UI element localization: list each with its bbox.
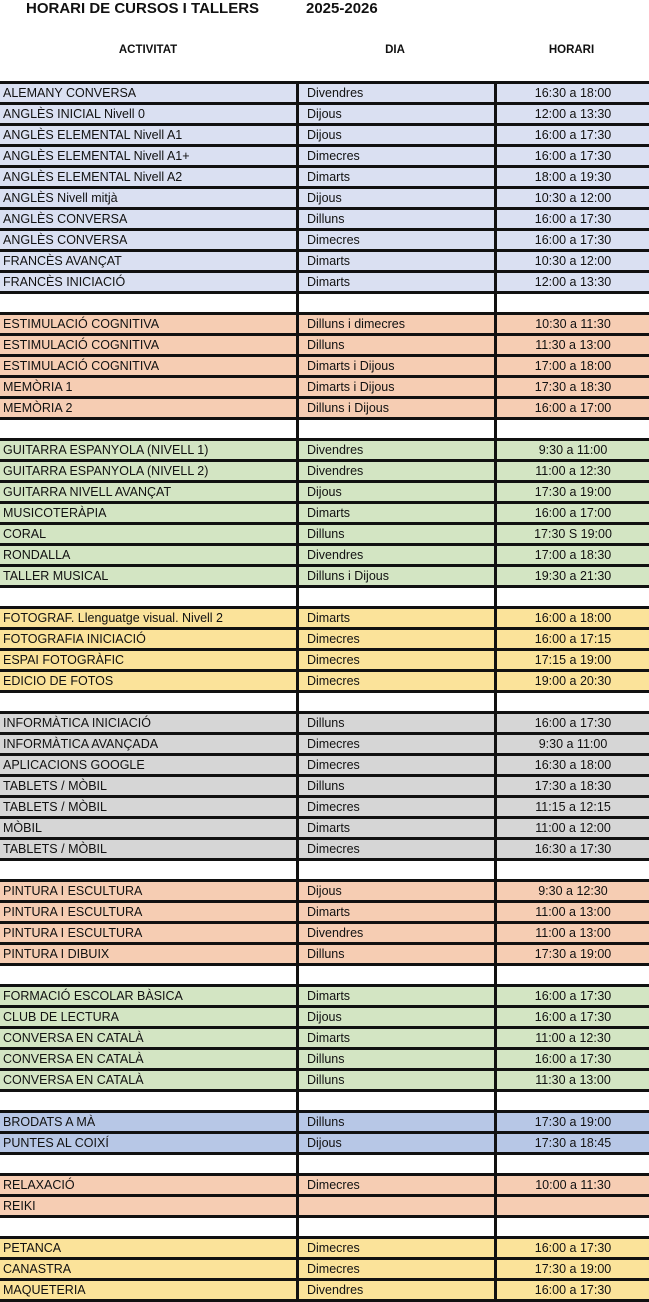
column-headers xyxy=(0,44,649,62)
empty-cell xyxy=(494,1155,649,1173)
day-cell: Divendres xyxy=(296,84,494,102)
table-row xyxy=(0,546,649,567)
activity-cell: PINTURA I ESCULTURA xyxy=(3,905,143,919)
table-row xyxy=(0,567,649,588)
empty-cell xyxy=(296,693,494,711)
time-cell: 11:15 a 12:15 xyxy=(494,798,649,816)
activity-cell: TABLETS / MÒBIL xyxy=(3,842,107,856)
spacer-row xyxy=(0,588,649,609)
table-row xyxy=(0,189,649,210)
time-cell: 19:00 a 20:30 xyxy=(494,672,649,690)
time-cell: 12:00 a 13:30 xyxy=(494,273,649,291)
activity-cell: FOTOGRAFIA INICIACIÓ xyxy=(3,632,146,646)
empty-cell xyxy=(296,1218,494,1236)
day-cell: Dimarts xyxy=(296,903,494,921)
activity-cell: ESPAI FOTOGRÀFIC xyxy=(3,653,125,667)
time-cell: 16:00 a 17:30 xyxy=(494,231,649,249)
activity-cell: PUNTES AL COIXÍ xyxy=(3,1136,109,1150)
empty-cell xyxy=(0,1092,296,1110)
day-cell: Dimecres xyxy=(296,630,494,648)
day-cell: Dimarts xyxy=(296,609,494,627)
activity-cell: INFORMÀTICA INICIACIÓ xyxy=(3,716,151,730)
activity-cell: ANGLÈS ELEMENTAL Nivell A2 xyxy=(3,170,183,184)
table-row xyxy=(0,1134,649,1155)
time-cell: 17:30 a 18:45 xyxy=(494,1134,649,1152)
day-cell xyxy=(296,1197,494,1215)
day-cell: Dilluns i dimecres xyxy=(296,315,494,333)
table-row xyxy=(0,798,649,819)
empty-cell xyxy=(494,693,649,711)
time-cell: 17:30 a 19:00 xyxy=(494,1260,649,1278)
time-cell: 17:30 S 19:00 xyxy=(494,525,649,543)
time-cell: 10:00 a 11:30 xyxy=(494,1176,649,1194)
time-cell: 18:00 a 19:30 xyxy=(494,168,649,186)
day-cell: Dilluns i Dijous xyxy=(296,567,494,585)
spacer-row xyxy=(0,693,649,714)
time-cell: 16:00 a 17:30 xyxy=(494,714,649,732)
table-row xyxy=(0,651,649,672)
table-row xyxy=(0,1281,649,1302)
time-cell: 16:00 a 17:15 xyxy=(494,630,649,648)
time-cell: 16:00 a 17:00 xyxy=(494,504,649,522)
time-cell: 11:00 a 13:00 xyxy=(494,924,649,942)
day-cell: Dijous xyxy=(296,189,494,207)
time-cell: 9:30 a 12:30 xyxy=(494,882,649,900)
time-cell: 16:00 a 17:30 xyxy=(494,1281,649,1299)
day-cell: Dilluns xyxy=(296,1113,494,1131)
table-row xyxy=(0,1029,649,1050)
time-cell: 9:30 a 11:00 xyxy=(494,735,649,753)
day-cell: Dimecres xyxy=(296,798,494,816)
empty-cell xyxy=(494,966,649,984)
table-row xyxy=(0,1197,649,1218)
table-row xyxy=(0,1050,649,1071)
table-row xyxy=(0,714,649,735)
activity-cell: ANGLÈS Nivell mitjà xyxy=(3,191,118,205)
empty-cell xyxy=(0,294,296,312)
spacer-row xyxy=(0,1218,649,1239)
empty-cell xyxy=(0,966,296,984)
activity-cell: CLUB DE LECTURA xyxy=(3,1010,119,1024)
time-cell: 10:30 a 12:00 xyxy=(494,252,649,270)
activity-cell: FOTOGRAF. Llenguatge visual. Nivell 2 xyxy=(3,611,224,625)
day-cell: Divendres xyxy=(296,546,494,564)
day-cell: Dilluns xyxy=(296,210,494,228)
day-cell: Dimecres xyxy=(296,1176,494,1194)
day-cell: Dilluns xyxy=(296,945,494,963)
empty-cell xyxy=(296,588,494,606)
day-cell: Dimarts xyxy=(296,987,494,1005)
activity-cell: CONVERSA EN CATALÀ xyxy=(3,1052,144,1066)
table-row xyxy=(0,987,649,1008)
time-cell: 17:15 a 19:00 xyxy=(494,651,649,669)
day-cell: Dijous xyxy=(296,1008,494,1026)
time-cell: 17:30 a 18:30 xyxy=(494,777,649,795)
school-year: 2025-2026 xyxy=(306,0,378,17)
activity-cell: CORAL xyxy=(3,527,47,541)
day-cell: Dilluns xyxy=(296,714,494,732)
empty-cell xyxy=(494,1218,649,1236)
schedule-table xyxy=(0,81,649,1302)
table-row xyxy=(0,273,649,294)
day-cell: Dijous xyxy=(296,1134,494,1152)
activity-cell: ESTIMULACIÓ COGNITIVA xyxy=(3,359,160,373)
time-cell: 11:00 a 12:30 xyxy=(494,462,649,480)
empty-cell xyxy=(0,420,296,438)
table-row xyxy=(0,84,649,105)
time-cell: 17:30 a 19:00 xyxy=(494,945,649,963)
activity-cell: FRANCÈS INICIACIÓ xyxy=(3,275,126,289)
activity-cell: INFORMÀTICA AVANÇADA xyxy=(3,737,159,751)
empty-cell xyxy=(296,1155,494,1173)
header-activitat: ACTIVITAT xyxy=(118,44,178,56)
time-cell: 11:30 a 13:00 xyxy=(494,336,649,354)
empty-cell xyxy=(296,294,494,312)
time-cell: 16:00 a 17:30 xyxy=(494,987,649,1005)
day-cell: Dimarts xyxy=(296,819,494,837)
document-title xyxy=(0,0,649,22)
table-row xyxy=(0,609,649,630)
activity-cell: GUITARRA ESPANYOLA (NIVELL 2) xyxy=(3,464,209,478)
table-row xyxy=(0,756,649,777)
time-cell xyxy=(494,1197,649,1215)
activity-cell: MUSICOTERÀPIA xyxy=(3,506,107,520)
spacer-row xyxy=(0,1092,649,1113)
activity-cell: MEMÒRIA 1 xyxy=(3,380,73,394)
activity-cell: ALEMANY CONVERSA xyxy=(3,86,137,100)
time-cell: 17:00 a 18:00 xyxy=(494,357,649,375)
time-cell: 17:00 a 18:30 xyxy=(494,546,649,564)
activity-cell: ANGLÈS CONVERSA xyxy=(3,233,128,247)
day-cell: Dimarts xyxy=(296,273,494,291)
header-dia: DIA xyxy=(385,44,405,56)
day-cell: Dimecres xyxy=(296,231,494,249)
day-cell: Dijous xyxy=(296,882,494,900)
time-cell: 16:30 a 18:00 xyxy=(494,84,649,102)
activity-cell: ANGLÈS CONVERSA xyxy=(3,212,128,226)
activity-cell: RELAXACIÓ xyxy=(3,1178,75,1192)
day-cell: Dimecres xyxy=(296,651,494,669)
time-cell: 19:30 a 21:30 xyxy=(494,567,649,585)
empty-cell xyxy=(296,966,494,984)
activity-cell: TALLER MUSICAL xyxy=(3,569,109,583)
activity-cell: ESTIMULACIÓ COGNITIVA xyxy=(3,338,160,352)
table-row xyxy=(0,1176,649,1197)
time-cell: 16:00 a 17:30 xyxy=(494,1239,649,1257)
day-cell: Dimecres xyxy=(296,1260,494,1278)
activity-cell: GUITARRA NIVELL AVANÇAT xyxy=(3,485,172,499)
activity-cell: CONVERSA EN CATALÀ xyxy=(3,1031,144,1045)
time-cell: 17:30 a 19:00 xyxy=(494,483,649,501)
day-cell: Divendres xyxy=(296,1281,494,1299)
time-cell: 11:00 a 12:00 xyxy=(494,819,649,837)
activity-cell: PINTURA I ESCULTURA xyxy=(3,884,143,898)
table-row xyxy=(0,399,649,420)
table-row xyxy=(0,462,649,483)
empty-cell xyxy=(0,1155,296,1173)
table-row xyxy=(0,315,649,336)
activity-cell: ANGLÈS ELEMENTAL Nivell A1 xyxy=(3,128,183,142)
table-row xyxy=(0,231,649,252)
activity-cell: CANASTRA xyxy=(3,1262,72,1276)
spacer-row xyxy=(0,861,649,882)
time-cell: 11:00 a 12:30 xyxy=(494,1029,649,1047)
day-cell: Dilluns xyxy=(296,336,494,354)
time-cell: 16:30 a 17:30 xyxy=(494,840,649,858)
table-row xyxy=(0,1239,649,1260)
empty-cell xyxy=(0,861,296,879)
activity-cell: PINTURA I ESCULTURA xyxy=(3,926,143,940)
day-cell: Dimarts xyxy=(296,1029,494,1047)
time-cell: 16:00 a 17:30 xyxy=(494,210,649,228)
table-row xyxy=(0,777,649,798)
day-cell: Dimarts xyxy=(296,504,494,522)
day-cell: Divendres xyxy=(296,462,494,480)
day-cell: Dimecres xyxy=(296,735,494,753)
activity-cell: REIKI xyxy=(3,1199,36,1213)
time-cell: 10:30 a 11:30 xyxy=(494,315,649,333)
table-row xyxy=(0,903,649,924)
spacer-row xyxy=(0,1155,649,1176)
time-cell: 11:00 a 13:00 xyxy=(494,903,649,921)
activity-cell: BRODATS A MÀ xyxy=(3,1115,96,1129)
table-row xyxy=(0,1071,649,1092)
activity-cell: EDICIO DE FOTOS xyxy=(3,674,114,688)
table-row xyxy=(0,525,649,546)
time-cell: 11:30 a 13:00 xyxy=(494,1071,649,1089)
day-cell: Dimarts i Dijous xyxy=(296,378,494,396)
activity-cell: CONVERSA EN CATALÀ xyxy=(3,1073,144,1087)
day-cell: Dimarts i Dijous xyxy=(296,357,494,375)
table-row xyxy=(0,105,649,126)
table-row xyxy=(0,357,649,378)
day-cell: Dijous xyxy=(296,126,494,144)
day-cell: Dimecres xyxy=(296,1239,494,1257)
day-cell: Dimecres xyxy=(296,756,494,774)
activity-cell: PINTURA I DIBUIX xyxy=(3,947,110,961)
table-row xyxy=(0,504,649,525)
time-cell: 16:00 a 17:00 xyxy=(494,399,649,417)
day-cell: Dimarts xyxy=(296,168,494,186)
table-row xyxy=(0,147,649,168)
time-cell: 16:00 a 18:00 xyxy=(494,609,649,627)
table-row xyxy=(0,483,649,504)
time-cell: 16:30 a 18:00 xyxy=(494,756,649,774)
empty-cell xyxy=(494,294,649,312)
time-cell: 17:30 a 19:00 xyxy=(494,1113,649,1131)
empty-cell xyxy=(296,861,494,879)
table-row xyxy=(0,945,649,966)
time-cell: 17:30 a 18:30 xyxy=(494,378,649,396)
spacer-row xyxy=(0,966,649,987)
spacer-row xyxy=(0,420,649,441)
activity-cell: PETANCA xyxy=(3,1241,62,1255)
table-row xyxy=(0,378,649,399)
empty-cell xyxy=(296,1092,494,1110)
activity-cell: GUITARRA ESPANYOLA (NIVELL 1) xyxy=(3,443,209,457)
activity-cell: ESTIMULACIÓ COGNITIVA xyxy=(3,317,160,331)
empty-cell xyxy=(0,693,296,711)
table-row xyxy=(0,819,649,840)
time-cell: 16:00 a 17:30 xyxy=(494,1050,649,1068)
time-cell: 16:00 a 17:30 xyxy=(494,126,649,144)
time-cell: 16:00 a 17:30 xyxy=(494,147,649,165)
activity-cell: MEMÒRIA 2 xyxy=(3,401,73,415)
day-cell: Dilluns xyxy=(296,777,494,795)
empty-cell xyxy=(494,420,649,438)
time-cell: 9:30 a 11:00 xyxy=(494,441,649,459)
activity-cell: MÒBIL xyxy=(3,821,42,835)
table-row xyxy=(0,882,649,903)
day-cell: Dimecres xyxy=(296,840,494,858)
time-cell: 12:00 a 13:30 xyxy=(494,105,649,123)
activity-cell: APLICACIONS GOOGLE xyxy=(3,758,145,772)
activity-cell: TABLETS / MÒBIL xyxy=(3,779,107,793)
day-cell: Dilluns xyxy=(296,1071,494,1089)
table-row xyxy=(0,735,649,756)
activity-cell: RONDALLA xyxy=(3,548,71,562)
table-row xyxy=(0,630,649,651)
day-cell: Dimecres xyxy=(296,147,494,165)
table-row xyxy=(0,840,649,861)
day-cell: Dimarts xyxy=(296,252,494,270)
activity-cell: FORMACIÓ ESCOLAR BÀSICA xyxy=(3,989,183,1003)
activity-cell: FRANCÈS AVANÇAT xyxy=(3,254,122,268)
empty-cell xyxy=(0,1218,296,1236)
table-row xyxy=(0,210,649,231)
empty-cell xyxy=(494,588,649,606)
day-cell: Divendres xyxy=(296,924,494,942)
day-cell: Dimecres xyxy=(296,672,494,690)
time-cell: 10:30 a 12:00 xyxy=(494,189,649,207)
activity-cell: ANGLÈS INICIAL Nivell 0 xyxy=(3,107,145,121)
spacer-row xyxy=(0,294,649,315)
activity-cell: MAQUETERIA xyxy=(3,1283,86,1297)
empty-cell xyxy=(296,420,494,438)
table-row xyxy=(0,336,649,357)
day-cell: Dijous xyxy=(296,105,494,123)
table-row xyxy=(0,1113,649,1134)
table-row xyxy=(0,1008,649,1029)
table-row xyxy=(0,441,649,462)
empty-cell xyxy=(494,861,649,879)
table-row xyxy=(0,252,649,273)
empty-cell xyxy=(0,588,296,606)
activity-cell: ANGLÈS ELEMENTAL Nivell A1+ xyxy=(3,149,190,163)
day-cell: Dilluns xyxy=(296,1050,494,1068)
time-cell: 16:00 a 17:30 xyxy=(494,1008,649,1026)
table-row xyxy=(0,126,649,147)
day-cell: Divendres xyxy=(296,441,494,459)
table-row xyxy=(0,1260,649,1281)
day-cell: Dilluns i Dijous xyxy=(296,399,494,417)
header-horari: HORARI xyxy=(548,44,595,56)
title-text: HORARI DE CURSOS I TALLERS xyxy=(26,0,260,17)
day-cell: Dijous xyxy=(296,483,494,501)
empty-cell xyxy=(494,1092,649,1110)
table-row xyxy=(0,168,649,189)
table-row xyxy=(0,924,649,945)
activity-cell: TABLETS / MÒBIL xyxy=(3,800,107,814)
day-cell: Dilluns xyxy=(296,525,494,543)
table-row xyxy=(0,672,649,693)
